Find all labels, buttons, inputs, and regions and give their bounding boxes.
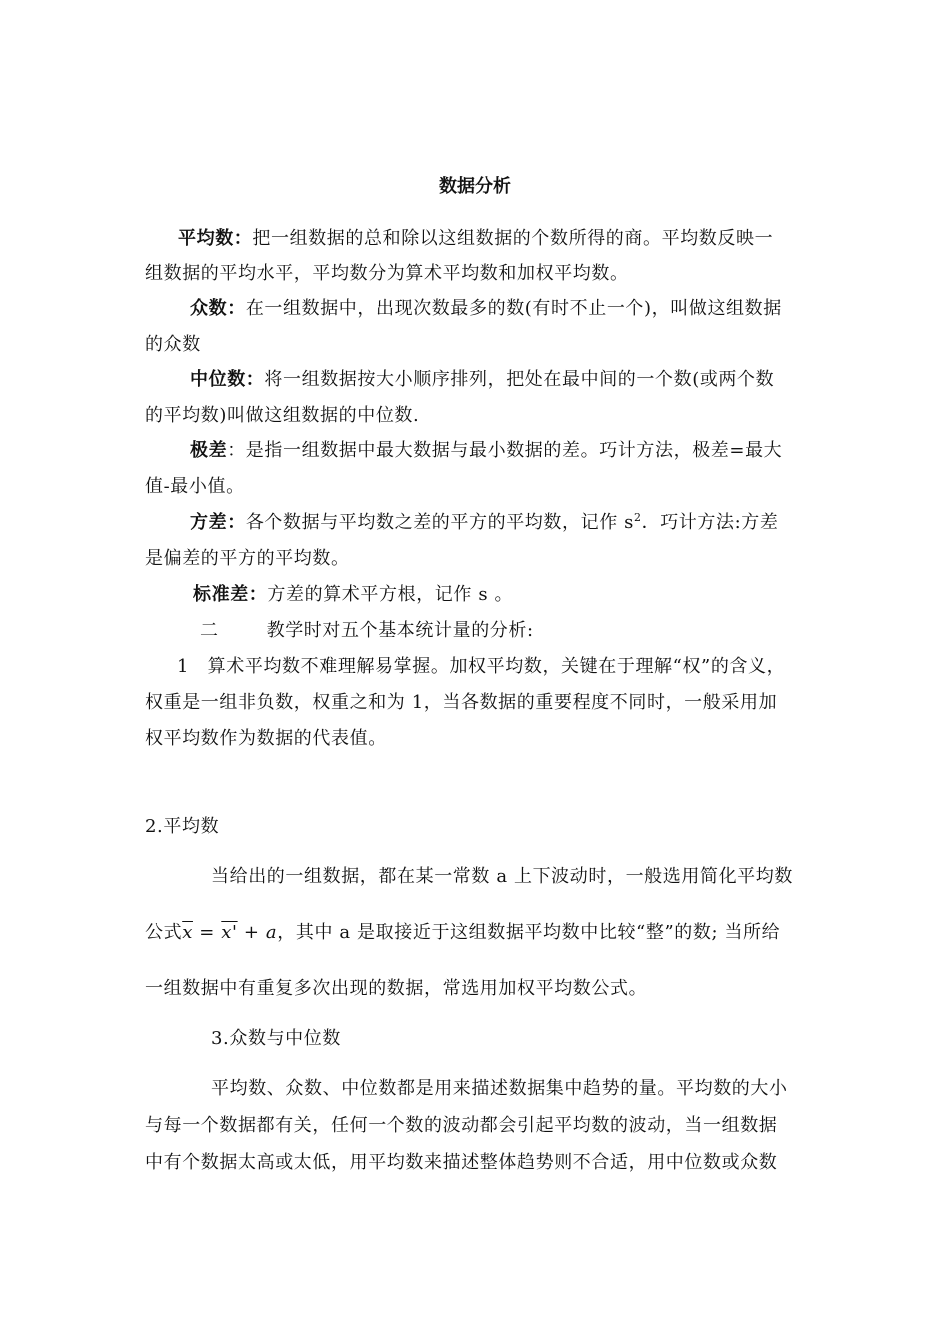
simplified-mean-formula bbox=[182, 922, 277, 944]
formula-lhs: $\overline{x}$ bbox=[182, 922, 193, 943]
mode-text-line1: 在一组数据中，出现次数最多的数(有时不止一个)，叫做这组数据 bbox=[245, 298, 782, 319]
subsection-mean-line1: 当给出的一组数据，都在某一常数 a 上下波动时，一般选用简化平均数 bbox=[211, 866, 793, 887]
median-text-line1: 将一组数据按大小顺序排列，把处在最中间的一个数(或两个数 bbox=[264, 369, 775, 390]
superscript-two: 2 bbox=[633, 511, 642, 524]
definition-mean bbox=[178, 228, 773, 250]
subsection-mode-median-line2: 与每一个数据都有关，任何一个数的波动都会引起平均数的波动，当一组数据 bbox=[145, 1115, 778, 1136]
section-two-line2: 权重是一组非负数，权重之和为 1，当各数据的重要程度不同时，一般采用加 bbox=[145, 692, 778, 713]
median-text-line2: 的平均数)叫做这组数据的中位数. bbox=[145, 405, 420, 426]
definition-std bbox=[193, 584, 513, 606]
subsection-mean-heading: 2.平均数 bbox=[145, 816, 220, 837]
page-title: 数据分析 bbox=[439, 176, 511, 197]
formula-rhs: x' bbox=[221, 922, 238, 943]
mode-text-line2: 的众数 bbox=[145, 334, 201, 355]
definition-variance bbox=[190, 512, 778, 534]
term-mode: 众数： bbox=[190, 298, 246, 319]
range-text-line1: ：是指一组数据中最大数据与最小数据的差。巧计方法，极差=最大 bbox=[227, 440, 783, 461]
formula-prefix: 公式 bbox=[145, 922, 183, 943]
definition-median bbox=[190, 369, 774, 391]
formula-plus-a: + a bbox=[237, 922, 278, 943]
definition-range bbox=[190, 440, 782, 462]
subsection-mean-line2 bbox=[145, 922, 780, 944]
term-variance: 方差： bbox=[190, 512, 246, 533]
range-text-line2: 值-最小值。 bbox=[145, 476, 245, 497]
formula-equals: = bbox=[192, 922, 222, 943]
variance-text-a: 各个数据与平均数之差的平方的平均数，记作 s bbox=[245, 512, 634, 533]
variance-text-b: ．巧计方法:方差 bbox=[641, 512, 779, 533]
section-two-title: 教学时对五个基本统计量的分析: bbox=[266, 620, 534, 641]
section-two-line1: 1 算术平均数不难理解易掌握。加权平均数，关键在于理解“权”的含义， bbox=[177, 656, 786, 677]
variance-text-line2: 是偏差的平方的平均数。 bbox=[145, 548, 350, 569]
formula-explanation: ，其中 a 是取接近于这组数据平均数中比较“整”的数; 当所给 bbox=[277, 922, 781, 943]
definition-mode bbox=[190, 298, 782, 320]
term-mean: 平均数： bbox=[178, 228, 253, 249]
section-two-heading bbox=[200, 620, 534, 642]
subsection-mode-median-heading: 3.众数与中位数 bbox=[211, 1028, 341, 1049]
subsection-mode-median-line3: 中有个数据太高或太低，用平均数来描述整体趋势则不合适，用中位数或众数 bbox=[145, 1152, 778, 1173]
term-range: 极差 bbox=[190, 440, 228, 461]
mean-text-line2: 组数据的平均水平，平均数分为算术平均数和加权平均数。 bbox=[145, 263, 629, 284]
mean-text-line1: 把一组数据的总和除以这组数据的个数所得的商。平均数反映一 bbox=[252, 228, 774, 249]
subsection-mode-median-line1: 平均数、众数、中位数都是用来描述数据集中趋势的量。平均数的大小 bbox=[211, 1078, 788, 1099]
subsection-mean-line3: 一组数据中有重复多次出现的数据，常选用加权平均数公式。 bbox=[145, 978, 648, 999]
std-text-line1: 方差的算术平方根，记作 s 。 bbox=[267, 584, 514, 605]
section-two-number: 二 bbox=[200, 620, 219, 641]
section-two-line3: 权平均数作为数据的代表值。 bbox=[145, 728, 387, 749]
term-median: 中位数： bbox=[190, 369, 265, 390]
term-std: 标准差： bbox=[193, 584, 268, 605]
